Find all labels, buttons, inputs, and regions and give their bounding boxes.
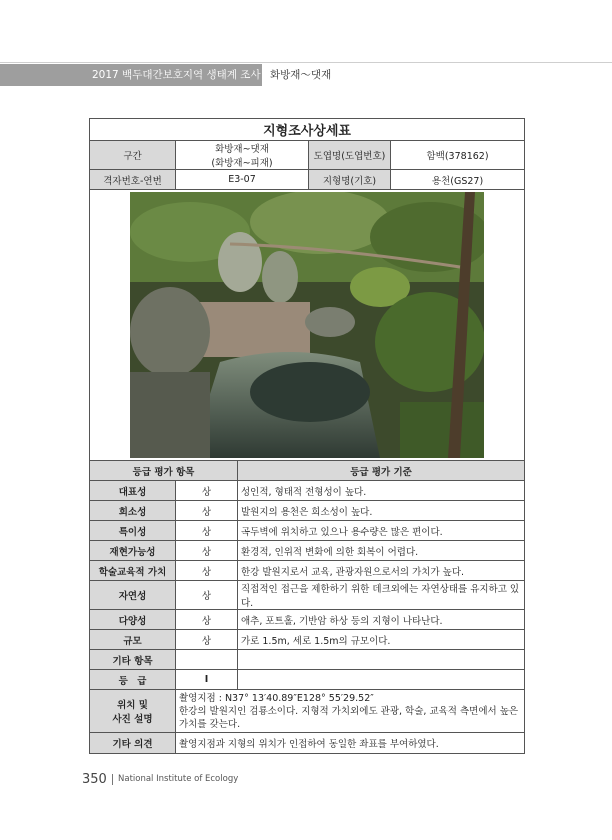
- eval-item: 다양성: [90, 610, 176, 630]
- eval-criteria: 발원지의 용천은 희소성이 높다.: [238, 501, 525, 521]
- spring-photo-icon: [130, 192, 484, 458]
- opinion-label: 기타 의견: [90, 733, 176, 754]
- location-label: [90, 690, 176, 733]
- running-header-band: 2017 백두대간보호지역 생태계 조사: [0, 64, 262, 86]
- eval-grade: 상: [176, 630, 238, 650]
- label-map-sheet: 도엽명(도엽번호): [309, 141, 391, 170]
- eval-criteria: 환경적, 인위적 변화에 의한 회복이 어렵다.: [238, 541, 525, 561]
- eval-row: [90, 481, 525, 501]
- location-label-line1: 위치 및: [117, 700, 148, 711]
- section-value: [176, 141, 309, 170]
- eval-criteria: 곡두벽에 위치하고 있으나 용수량은 많은 편이다.: [238, 521, 525, 541]
- eval-item: 재현가능성: [90, 541, 176, 561]
- running-header-section: 화방재～댓재: [270, 69, 332, 81]
- location-coordinates: 촬영지점 : N37° 13′40.89″E128° 55′29.52″: [179, 692, 374, 704]
- eval-criteria: 가로 1.5m, 세로 1.5m의 규모이다.: [238, 630, 525, 650]
- terrain-survey-table: [89, 118, 525, 754]
- table-title: 지형조사상세표: [90, 119, 525, 141]
- eval-criteria: 직접적인 접근을 제한하기 위한 데크외에는 자연상태를 유지하고 있다.: [238, 581, 525, 610]
- opinion-text: 촬영지점과 지형의 위치가 인접하여 동일한 좌표를 부여하였다.: [176, 733, 525, 754]
- etc-items-grade: [176, 650, 238, 670]
- location-label-line2: 사진 설명: [112, 714, 153, 725]
- eval-item: 희소성: [90, 501, 176, 521]
- label-section: 구간: [90, 141, 176, 170]
- eval-item: 자연성: [90, 581, 176, 610]
- grade-label: 등 급: [90, 670, 176, 690]
- label-terrain-name: 지형명(기호): [309, 170, 391, 190]
- footer-institute: National Institute of Ecology: [118, 774, 239, 784]
- eval-grade: 상: [176, 581, 238, 610]
- label-grid-number: 격자번호-연번: [90, 170, 176, 190]
- eval-grade: 상: [176, 610, 238, 630]
- page-number: 350: [82, 772, 107, 787]
- location-text: 한강의 발원지인 검룡소이다. 지형적 가치외에도 관광, 학술, 교육적 측면에서 높은 가치를 갖는다.: [179, 705, 519, 730]
- eval-grade: 상: [176, 501, 238, 521]
- grid-number-value: E3-07: [176, 170, 309, 190]
- eval-grade: 상: [176, 521, 238, 541]
- eval-row: [90, 581, 525, 610]
- eval-row: [90, 561, 525, 581]
- grade-value: Ⅰ: [176, 670, 238, 690]
- eval-grade: 상: [176, 561, 238, 581]
- eval-item: 특이성: [90, 521, 176, 541]
- eval-criteria-header: 등급 평가 기준: [238, 461, 525, 481]
- eval-rows: [90, 481, 525, 650]
- section-value-line1: 화방재~댓재: [215, 144, 269, 155]
- header-rule: [0, 62, 612, 63]
- etc-items-criteria: [238, 650, 525, 670]
- grade-blank: [238, 670, 525, 690]
- eval-grade: 상: [176, 541, 238, 561]
- eval-grade: 상: [176, 481, 238, 501]
- eval-row: [90, 630, 525, 650]
- eval-row: [90, 610, 525, 630]
- section-value-line2: (화방재~피재): [211, 158, 273, 169]
- map-sheet-value: 함백(378162): [391, 141, 525, 170]
- eval-item: 규모: [90, 630, 176, 650]
- etc-items-label: 기타 항목: [90, 650, 176, 670]
- eval-criteria: 성인적, 형태적 전형성이 높다.: [238, 481, 525, 501]
- eval-criteria: 한강 발원지로서 교육, 관광자원으로서의 가치가 높다.: [238, 561, 525, 581]
- eval-item-header: 등급 평가 항목: [90, 461, 238, 481]
- footer-separator: [112, 774, 113, 785]
- eval-row: [90, 521, 525, 541]
- eval-row: [90, 541, 525, 561]
- eval-row: [90, 501, 525, 521]
- eval-item: 학술교육적 가치: [90, 561, 176, 581]
- location-description: [176, 690, 525, 733]
- eval-criteria: 애추, 포트홀, 기반암 하상 등의 지형이 나타난다.: [238, 610, 525, 630]
- eval-item: 대표성: [90, 481, 176, 501]
- photo-cell: [90, 190, 525, 461]
- terrain-name-value: 용천(GS27): [391, 170, 525, 190]
